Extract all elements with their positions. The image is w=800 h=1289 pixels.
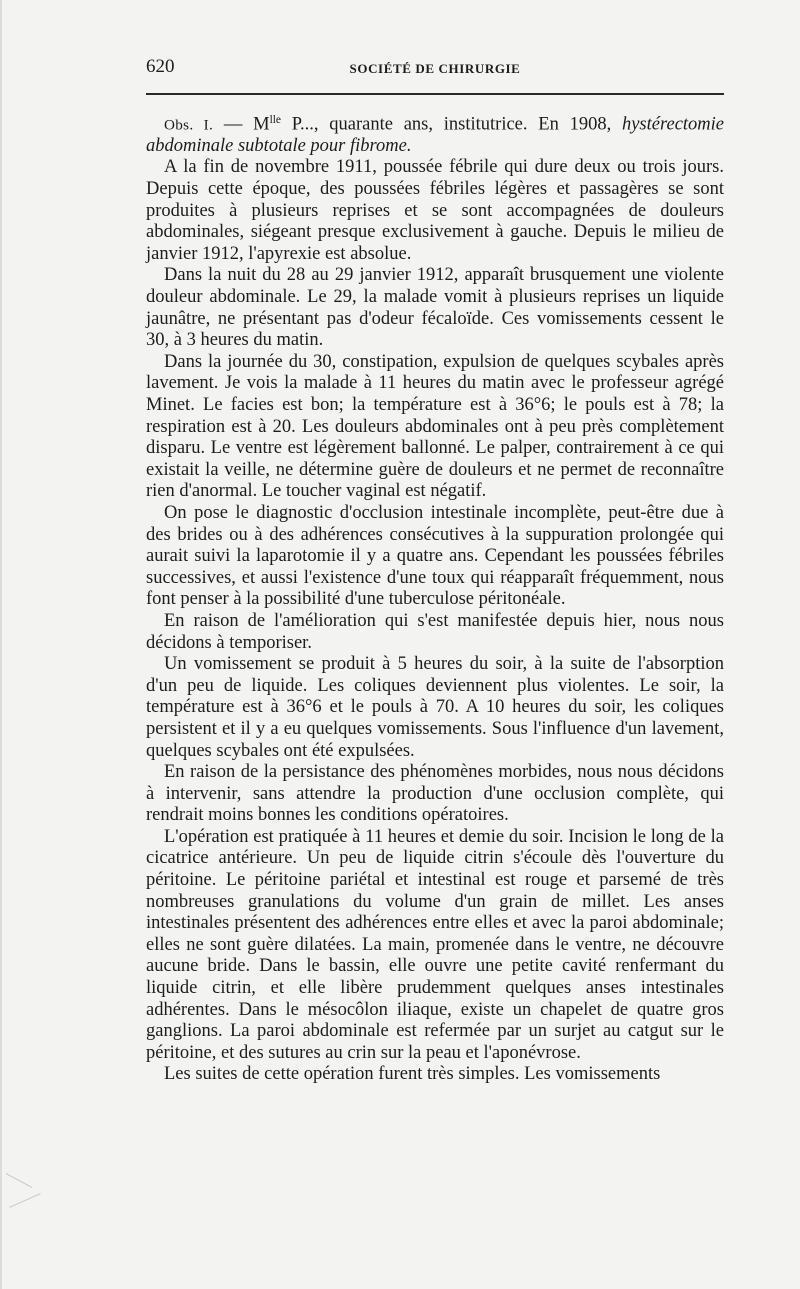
patient-prefix: M — [253, 114, 270, 135]
procedure-italic: hystérectomie abdominale subtotale pour fibrome. — [146, 114, 725, 156]
paragraph: Un vomissement se produit à 5 heures du soir, à la suite de l'absorption d'un peu de liquide. Les coliques deviennent plus violentes. Le soir, la température est à 36°6 et le pouls à 70. A 10 heures du soir, les coliques persistent et il y a eu quelques vomissements. Sous l'influence d'un lavement, quelques scybales ont été expulsées. — [146, 654, 724, 761]
running-head — [146, 56, 724, 86]
paragraph: Les suites de cette opération furent très simples. Les vomissements — [164, 1064, 661, 1085]
patient-description: P..., quarante ans, institutrice. En 1908, — [281, 114, 622, 135]
observation-heading-paragraph — [146, 110, 724, 157]
scan-mark — [6, 1173, 33, 1188]
journal-title: SOCIÉTÉ DE CHIRURGIE — [349, 61, 521, 76]
obs-dash: — — [223, 114, 243, 135]
paragraph: Dans la nuit du 28 au 29 janvier 1912, apparaît brusquement une violente douleur abdominale. Le 29, la malade vomit à plusieurs reprises un liquide jaunâtre, ne présentant pas d'odeur fécaloïde. Ces vomissements cessent le 30, à 3 heures du matin. — [146, 265, 724, 351]
paragraph: Dans la journée du 30, constipation, expulsion de quelques scybales après lavement. Je vois la malade à 11 heures du matin avec le professeur agrégé Minet. Le facies est bon; la température est à 36°6; le pouls est à 78; la respiration est à 20. Les douleurs abdominales ont à peu près complètement disparu. Le ventre est légèrement ballonné. Le palper, contrairement à ce qui existait la veille, ne détermine guère de douleurs et ne permet de reconnaître rien d'anormal. Le toucher vaginal est négatif. — [146, 351, 724, 502]
header-rule — [146, 93, 724, 95]
page-number: 620 — [146, 56, 175, 77]
obs-label: Obs. I. — [164, 116, 214, 134]
paragraph: En raison de la persistance des phénomènes morbides, nous nous décidons à intervenir, sans attendre la production d'une occlusion complète, qui rendrait moins bonnes les conditions opératoires. — [146, 762, 724, 826]
paragraph: On pose le diagnostic d'occlusion intestinale incomplète, peut-être due à des brides ou à des adhérences consécutives à la suppuration prolongée qui aurait suivi la laparotomie il y a quatre ans. Cependant les poussées fébriles successives, et aussi l'existence d'une toux qui réapparaît fréquemment, nous font penser à la possibilité d'une tuberculose péritonéale. — [146, 502, 724, 610]
scan-mark — [0, 0, 2, 1289]
paragraph: En raison de l'amélioration qui s'est manifestée depuis hier, nous nous décidons à temporiser. — [146, 610, 724, 653]
body-text — [146, 110, 724, 1086]
paragraph: A la fin de novembre 1911, poussée fébrile qui dure deux ou trois jours. Depuis cette époque, des poussées fébriles légères et passagères se sont produites à plusieurs reprises et se sont accompagnées de douleurs abdominales, siégeant presque exclusivement à gauche. Depuis le milieu de janvier 1912, l'apyrexie est absolue. — [146, 157, 724, 264]
patient-superscript: lle — [269, 114, 282, 126]
scan-mark — [9, 1193, 40, 1208]
paragraph: L'opération est pratiquée à 11 heures et demie du soir. Incision le long de la cicatrice antérieure. Un peu de liquide citrin s'écoule dès l'ouverture du péritoine. Le péritoine pariétal et intestinal est rouge et parsemé de très nombreuses granulations du volume d'un grain de millet. Les anses intestinales présentent des adhérences entre elles et avec la paroi abdominale; elles ne sont guère dilatées. La main, promenée dans le ventre, ne découvre aucune bride. Dans le bassin, elle ouvre une petite cavité renfermant du liquide citrin, et elle libère prudemment quelques anses intestinales adhérentes. Dans le mésocôlon iliaque, existe un chapelet de quatre gros ganglions. La paroi abdominale est refermée par un surjet au catgut sur le péritoine, et des sutures au crin sur la peau et l'aponévrose. — [146, 826, 724, 1063]
